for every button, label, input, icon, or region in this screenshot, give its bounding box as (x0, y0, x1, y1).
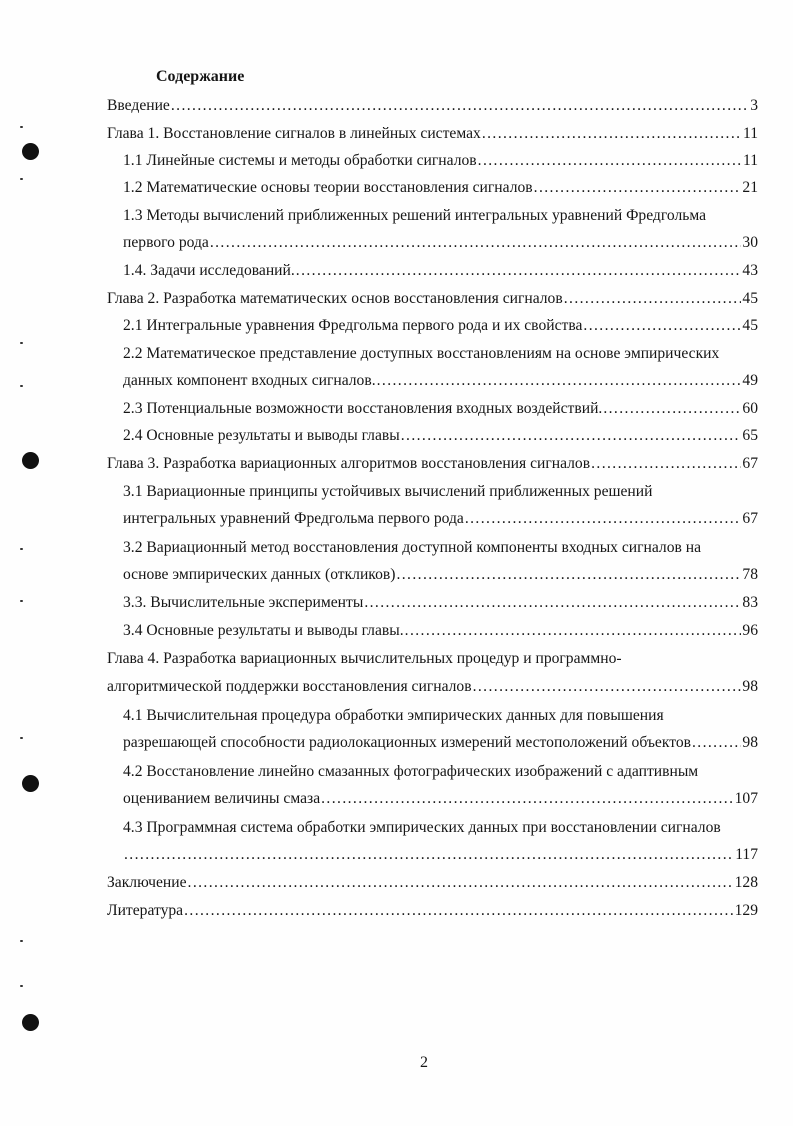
page-title: Содержание (156, 68, 245, 85)
scan-speck (20, 342, 23, 344)
toc-entry-line1: 4.3 Программная система обработки эмпирических данных при восстановлении сигналов (123, 819, 721, 836)
punch-hole (22, 143, 39, 160)
toc-entry: 2.4 Основные результаты и выводы главы ..... 65 (123, 423, 758, 449)
toc-entry: первого рода ..... 30 (123, 230, 758, 256)
scan-speck (20, 178, 23, 180)
toc-entry: 1.4. Задачи исследований. ..... 43 (123, 258, 758, 284)
toc-entry: данных компонент входных сигналов. ..... 49 (123, 368, 758, 394)
toc-entry: 3.4 Основные результаты и выводы главы. ..... 96 (123, 618, 758, 644)
toc-entry: оцениванием величины смаза ..... 107 (123, 786, 758, 812)
scan-speck (20, 126, 23, 128)
toc-entry: интегральных уравнений Фредгольма первого рода ..... 67 (123, 506, 758, 532)
toc-entry-line1: 4.1 Вычислительная процедура обработки эмпирических данных для повышения (123, 707, 664, 724)
page-number: 2 (420, 1054, 428, 1071)
toc-entry-line1: 2.2 Математическое представление доступных восстановлениям на основе эмпирических (123, 345, 720, 362)
toc-entry-line1: 3.1 Вариационные принципы устойчивых вычислений приближенных решений (123, 483, 653, 500)
toc-entry-line1: 3.2 Вариационный метод восстановления доступной компоненты входных сигналов на (123, 539, 702, 556)
toc-entry: Введение ..... 3 (107, 93, 758, 119)
punch-hole (22, 452, 39, 469)
toc-entry: Глава 3. Разработка вариационных алгоритмов восстановления сигналов ..... 67 (107, 451, 758, 477)
toc-entry-line1: Глава 4. Разработка вариационных вычислительных процедур и программно- (107, 650, 622, 667)
punch-hole (22, 775, 39, 792)
toc-entry: Литература ..... 129 (107, 898, 758, 924)
toc-entry: 3.3. Вычислительные эксперименты ..... 83 (123, 590, 758, 616)
toc-entry: Глава 2. Разработка математических основ восстановления сигналов ..... 45 (107, 286, 758, 312)
scan-speck (20, 737, 23, 739)
toc-entry: 1.1 Линейные системы и методы обработки сигналов ..... 11 (123, 148, 758, 174)
toc-entry: разрешающей способности радиолокационных измерений местоположений объектов ..... 98 (123, 730, 758, 756)
toc-entry-line1: 4.2 Восстановление линейно смазанных фотографических изображений с адаптивным (123, 763, 699, 780)
scan-speck (20, 600, 23, 602)
toc-entry: Заключение ..... 128 (107, 870, 758, 896)
toc-entry: Глава 1. Восстановление сигналов в линейных системах ..... 11 (107, 121, 758, 147)
toc-entry: 2.3 Потенциальные возможности восстановления входных воздействий. ..... 60 (123, 396, 758, 422)
toc-entry: основе эмпирических данных (откликов) ..... 78 (123, 562, 758, 588)
scan-speck (20, 940, 23, 942)
punch-hole (22, 1014, 39, 1031)
toc-entry: алгоритмической поддержки восстановления сигналов ..... 98 (107, 674, 758, 700)
toc-entry: ..... 117 (123, 842, 758, 868)
toc-entry: 1.2 Математические основы теории восстановления сигналов ..... 21 (123, 175, 758, 201)
toc-entry: 2.1 Интегральные уравнения Фредгольма первого рода и их свойства ..... 45 (123, 313, 758, 339)
scan-speck (20, 985, 23, 987)
toc-entry-line1: 1.3 Методы вычислений приближенных решений интегральных уравнений Фредгольма (123, 207, 707, 224)
scan-speck (20, 385, 23, 387)
scan-speck (20, 548, 23, 550)
